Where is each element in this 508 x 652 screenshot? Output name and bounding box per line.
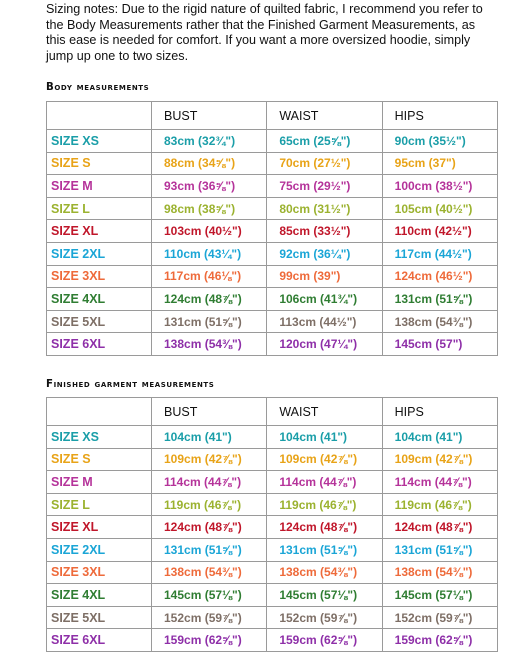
size-cell: SIZE S bbox=[47, 152, 152, 175]
bust-cell: 83cm (32¾") bbox=[152, 130, 267, 153]
table-row bbox=[47, 197, 498, 220]
header-blank bbox=[47, 102, 152, 130]
size-cell: SIZE XS bbox=[47, 130, 152, 153]
bust-cell: 131cm (51⅝") bbox=[152, 310, 267, 333]
bust-cell: 98cm (38⅝") bbox=[152, 197, 267, 220]
table-row bbox=[47, 471, 498, 494]
bust-cell: 124cm (48⅞") bbox=[152, 288, 267, 311]
bust-cell: 124cm (48⅞") bbox=[152, 516, 267, 539]
bust-cell: 110cm (43¼") bbox=[152, 242, 267, 265]
bust-cell: 103cm (40½") bbox=[152, 220, 267, 243]
table-row bbox=[47, 448, 498, 471]
waist-cell: 119cm (46⅞") bbox=[267, 493, 382, 516]
size-cell: SIZE 2XL bbox=[47, 538, 152, 561]
size-cell: SIZE S bbox=[47, 448, 152, 471]
table-row bbox=[47, 220, 498, 243]
header-waist: WAIST bbox=[267, 398, 382, 426]
size-cell: SIZE XS bbox=[47, 426, 152, 449]
hips-cell: 131cm (51⅝") bbox=[382, 538, 497, 561]
size-cell: SIZE 3XL bbox=[47, 561, 152, 584]
size-cell: SIZE 5XL bbox=[47, 310, 152, 333]
hips-cell: 104cm (41") bbox=[382, 426, 497, 449]
hips-cell: 159cm (62⅝") bbox=[382, 629, 497, 652]
waist-cell: 99cm (39") bbox=[267, 265, 382, 288]
waist-cell: 114cm (44⅞") bbox=[267, 471, 382, 494]
table-row bbox=[47, 584, 498, 607]
hips-cell: 124cm (48⅞") bbox=[382, 516, 497, 539]
table-row bbox=[47, 493, 498, 516]
waist-cell: 106cm (41¾") bbox=[267, 288, 382, 311]
waist-cell: 80cm (31½") bbox=[267, 197, 382, 220]
size-cell: SIZE 6XL bbox=[47, 333, 152, 356]
waist-cell: 113cm (44½") bbox=[267, 310, 382, 333]
table-row bbox=[47, 130, 498, 153]
table-row bbox=[47, 333, 498, 356]
hips-cell: 138cm (54⅜") bbox=[382, 310, 497, 333]
table-row bbox=[47, 426, 498, 449]
table-row bbox=[47, 629, 498, 652]
waist-cell: 124cm (48⅞") bbox=[267, 516, 382, 539]
hips-cell: 131cm (51⅝") bbox=[382, 288, 497, 311]
hips-cell: 152cm (59⅞") bbox=[382, 606, 497, 629]
waist-cell: 145cm (57⅛") bbox=[267, 584, 382, 607]
finished-garment-heading: Finished garment measurements bbox=[46, 379, 215, 390]
table-header-row bbox=[47, 102, 498, 130]
hips-cell: 117cm (44½") bbox=[382, 242, 497, 265]
table-row bbox=[47, 152, 498, 175]
bust-cell: 104cm (41") bbox=[152, 426, 267, 449]
size-cell: SIZE L bbox=[47, 493, 152, 516]
hips-cell: 124cm (46½") bbox=[382, 265, 497, 288]
hips-cell: 119cm (46⅞") bbox=[382, 493, 497, 516]
header-bust: BUST bbox=[152, 102, 267, 130]
hips-cell: 138cm (54⅜") bbox=[382, 561, 497, 584]
size-cell: SIZE 4XL bbox=[47, 584, 152, 607]
hips-cell: 145cm (57⅛") bbox=[382, 584, 497, 607]
hips-cell: 110cm (42½") bbox=[382, 220, 497, 243]
waist-cell: 138cm (54⅜") bbox=[267, 561, 382, 584]
waist-cell: 65cm (25⅝") bbox=[267, 130, 382, 153]
body-measurements-heading: Body measurements bbox=[46, 82, 150, 93]
waist-cell: 131cm (51⅝") bbox=[267, 538, 382, 561]
hips-cell: 95cm (37") bbox=[382, 152, 497, 175]
waist-cell: 104cm (41") bbox=[267, 426, 382, 449]
hips-cell: 100cm (38½") bbox=[382, 175, 497, 198]
bust-cell: 138cm (54⅜") bbox=[152, 333, 267, 356]
hips-cell: 114cm (44⅞") bbox=[382, 471, 497, 494]
table-row bbox=[47, 288, 498, 311]
bust-cell: 131cm (51⅝") bbox=[152, 538, 267, 561]
header-waist: WAIST bbox=[267, 102, 382, 130]
size-cell: SIZE 5XL bbox=[47, 606, 152, 629]
size-cell: SIZE M bbox=[47, 175, 152, 198]
hips-cell: 145cm (57") bbox=[382, 333, 497, 356]
table-row bbox=[47, 265, 498, 288]
size-cell: SIZE 4XL bbox=[47, 288, 152, 311]
size-cell: SIZE XL bbox=[47, 516, 152, 539]
sizing-notes: Sizing notes: Due to the rigid nature of quilted fabric, I recommend you refer to the Body Measurements rather that the Finished Garment Measurements, as this ease is needed for comfort. If you want a more oversized hoodie, simply jump up one to two sizes. bbox=[46, 2, 483, 63]
header-hips: HIPS bbox=[382, 398, 497, 426]
waist-cell: 120cm (47¼") bbox=[267, 333, 382, 356]
waist-cell: 152cm (59⅞") bbox=[267, 606, 382, 629]
waist-cell: 70cm (27½") bbox=[267, 152, 382, 175]
finished-garment-table bbox=[46, 397, 498, 652]
table-row bbox=[47, 606, 498, 629]
bust-cell: 114cm (44⅞") bbox=[152, 471, 267, 494]
bust-cell: 145cm (57⅛") bbox=[152, 584, 267, 607]
hips-cell: 90cm (35½") bbox=[382, 130, 497, 153]
bust-cell: 109cm (42⅞") bbox=[152, 448, 267, 471]
table-row bbox=[47, 310, 498, 333]
table-header-row bbox=[47, 398, 498, 426]
hips-cell: 105cm (40½") bbox=[382, 197, 497, 220]
bust-cell: 93cm (36⅝") bbox=[152, 175, 267, 198]
header-blank bbox=[47, 398, 152, 426]
table-row bbox=[47, 561, 498, 584]
bust-cell: 159cm (62⅝") bbox=[152, 629, 267, 652]
header-hips: HIPS bbox=[382, 102, 497, 130]
waist-cell: 85cm (33½") bbox=[267, 220, 382, 243]
table-row bbox=[47, 538, 498, 561]
bust-cell: 152cm (59⅞") bbox=[152, 606, 267, 629]
bust-cell: 88cm (34⅝") bbox=[152, 152, 267, 175]
table-row bbox=[47, 175, 498, 198]
waist-cell: 92cm (36¼") bbox=[267, 242, 382, 265]
table-row bbox=[47, 242, 498, 265]
bust-cell: 119cm (46⅞") bbox=[152, 493, 267, 516]
size-cell: SIZE XL bbox=[47, 220, 152, 243]
waist-cell: 159cm (62⅝") bbox=[267, 629, 382, 652]
bust-cell: 138cm (54⅜") bbox=[152, 561, 267, 584]
size-cell: SIZE 2XL bbox=[47, 242, 152, 265]
waist-cell: 109cm (42⅞") bbox=[267, 448, 382, 471]
bust-cell: 117cm (46⅛") bbox=[152, 265, 267, 288]
size-cell: SIZE 3XL bbox=[47, 265, 152, 288]
size-cell: SIZE 6XL bbox=[47, 629, 152, 652]
waist-cell: 75cm (29½") bbox=[267, 175, 382, 198]
size-cell: SIZE L bbox=[47, 197, 152, 220]
hips-cell: 109cm (42⅞") bbox=[382, 448, 497, 471]
table-row bbox=[47, 516, 498, 539]
header-bust: BUST bbox=[152, 398, 267, 426]
size-cell: SIZE M bbox=[47, 471, 152, 494]
body-measurements-table bbox=[46, 101, 498, 356]
